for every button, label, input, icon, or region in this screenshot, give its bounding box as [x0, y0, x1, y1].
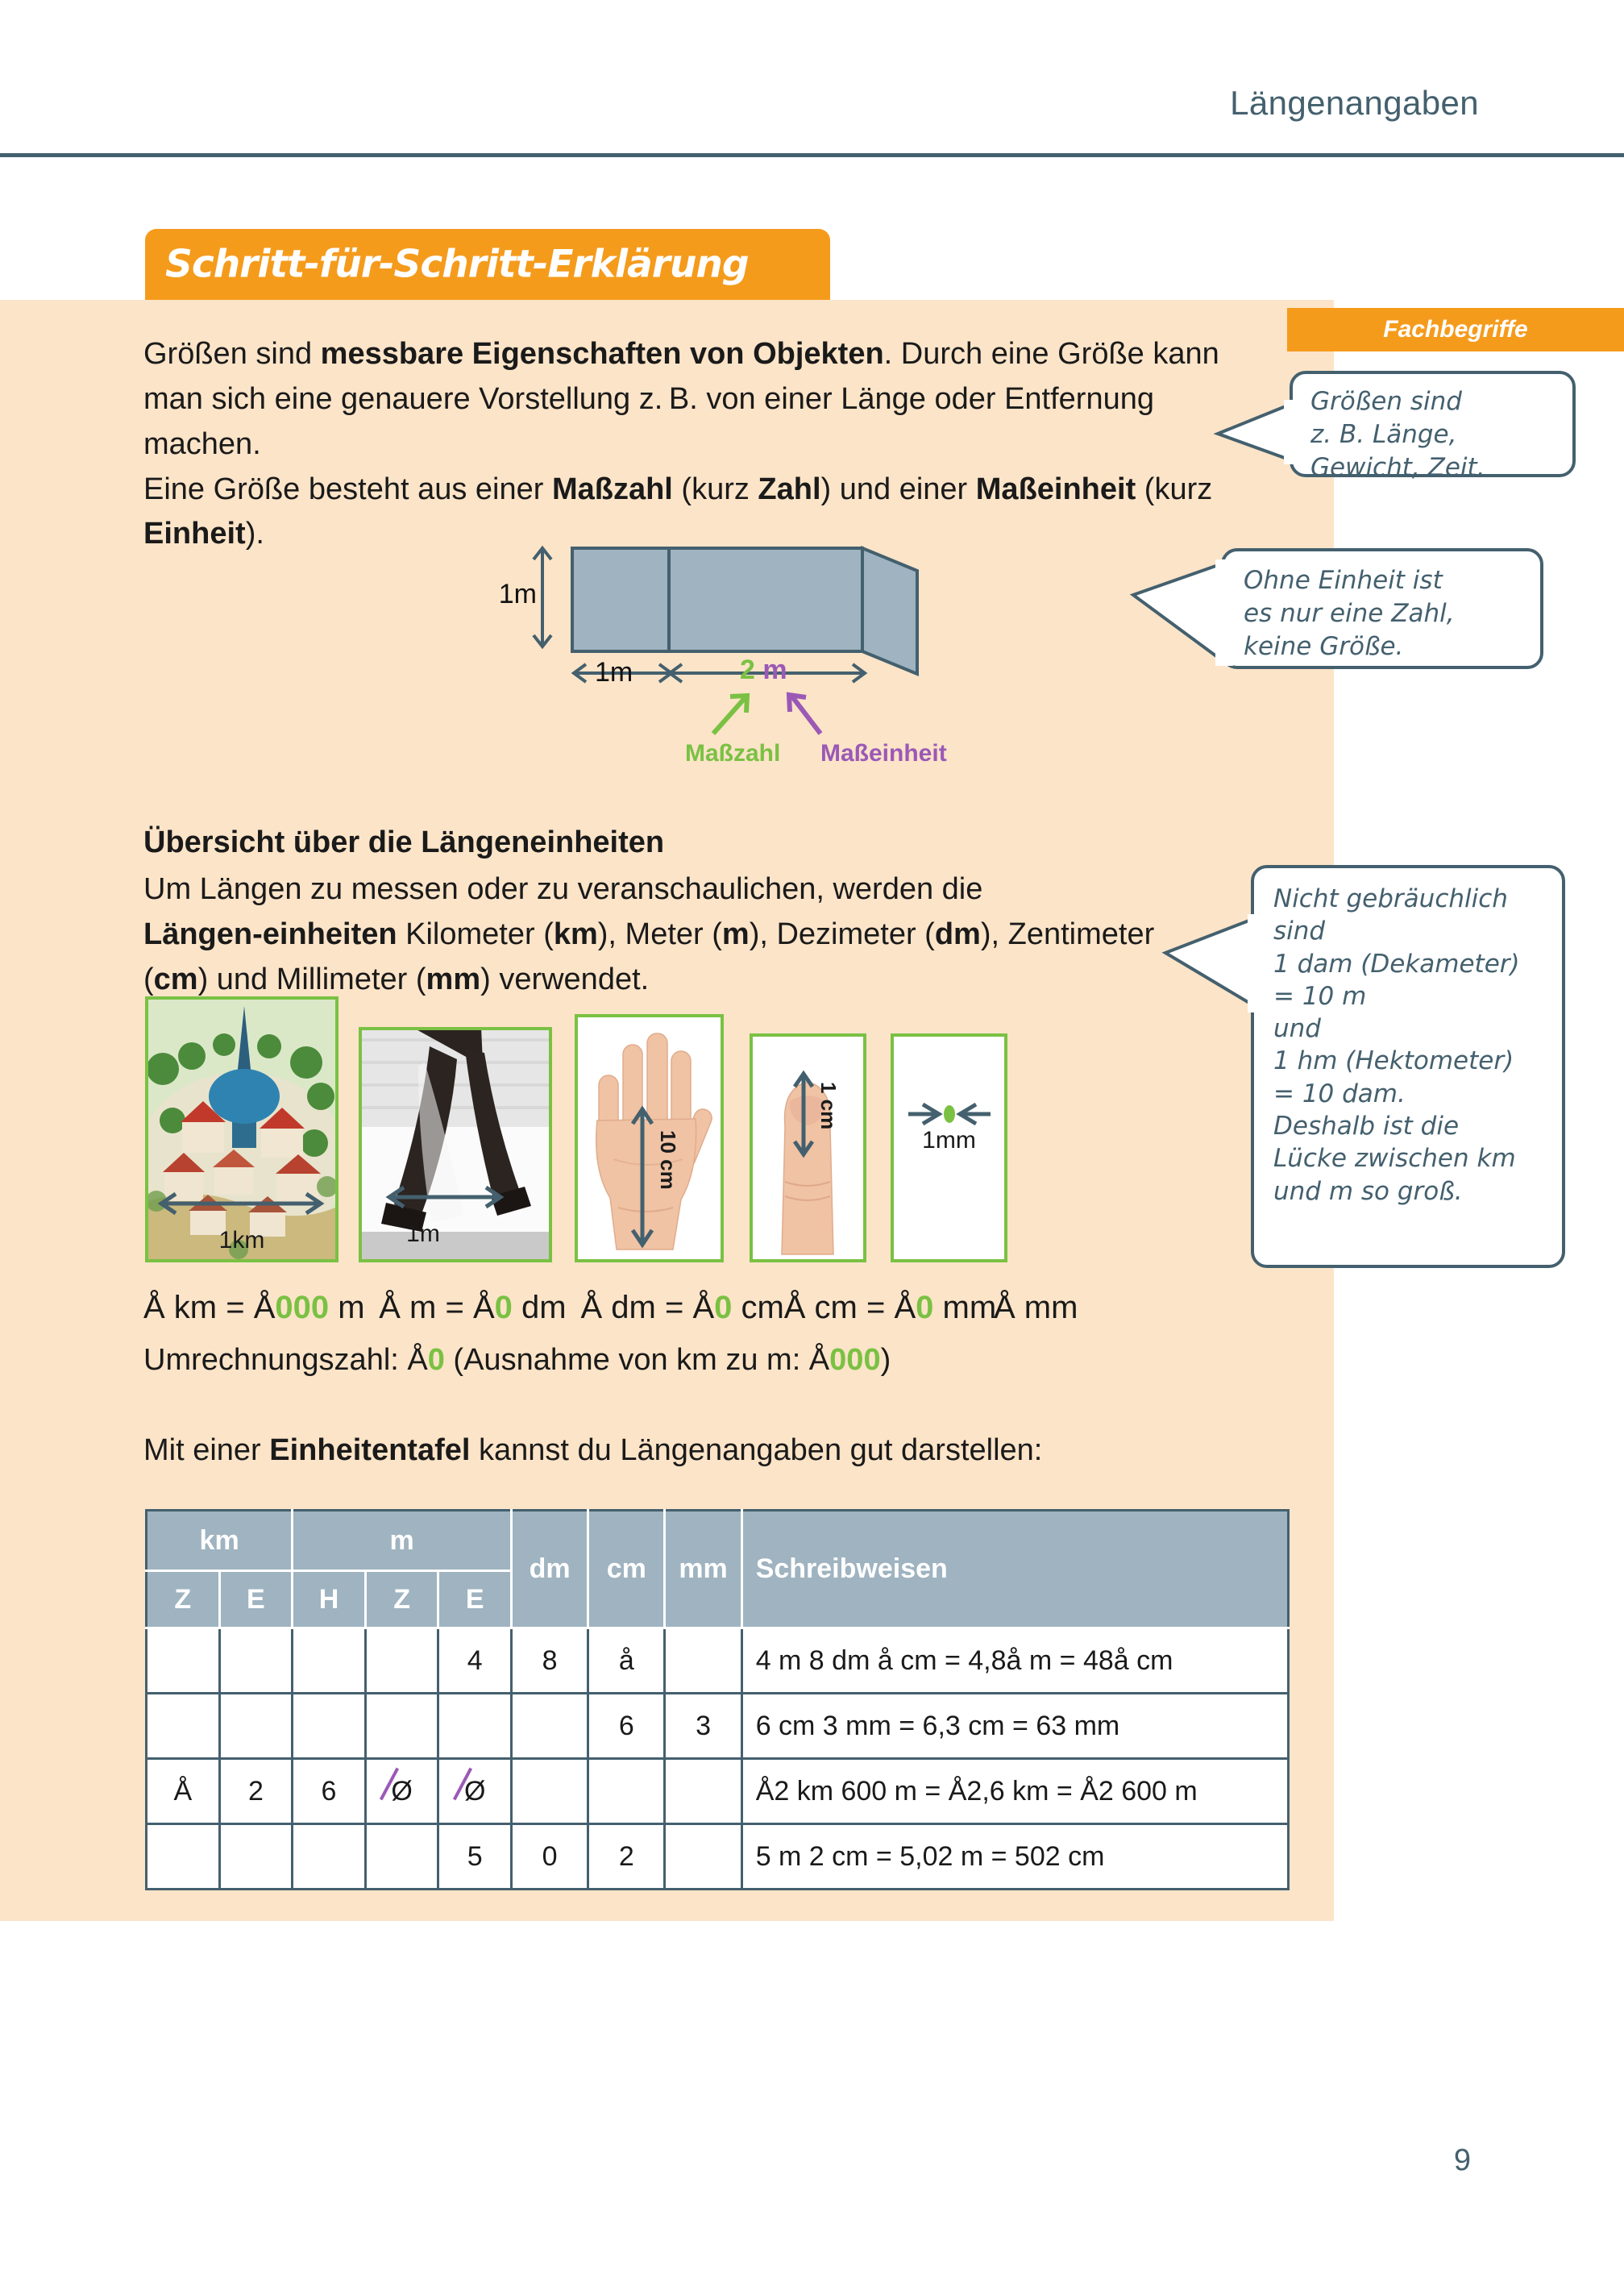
uebersicht-heading: Übersicht über die Längeneinheiten: [143, 825, 665, 859]
conversion-mm: Å mm: [994, 1290, 1078, 1325]
conv3-zeros: 0: [916, 1290, 934, 1325]
page-header: [0, 0, 1624, 158]
conversion-cm-mm: [783, 1290, 997, 1326]
unit-cm: cm: [153, 962, 198, 996]
r0-note: 4 m 8 dm å cm = 4,8å m = 48å cm: [741, 1628, 1288, 1694]
section-banner: [145, 229, 830, 300]
photo-open-hand: [575, 1014, 724, 1262]
conv1-unit: dm: [521, 1290, 567, 1325]
r2c2: 6: [293, 1759, 366, 1824]
r0c3: [365, 1628, 438, 1694]
conversion-km-m: [143, 1290, 365, 1326]
r0c0: [147, 1628, 220, 1694]
uebersicht-k: ) und Millimeter (: [197, 962, 426, 996]
umrechnungszahl-line: [143, 1343, 1111, 1378]
bubble-einheit-line-0: Ohne Einheit ist: [1244, 566, 1443, 595]
umrechnung-zero-1: 0: [427, 1343, 445, 1377]
table-intro-c: kannst du Längenangaben gut darstellen:: [470, 1433, 1043, 1467]
bubble-nicht-line-7: Deshalb ist die: [1273, 1112, 1460, 1141]
uebersicht-a: Um Längen zu messen oder zu veranschaulichen, werden die: [143, 871, 983, 906]
photo-caption-10cm: 10 cm: [656, 1130, 680, 1190]
bubble-groessen-line-2: Gewicht, Zeit.: [1310, 453, 1485, 483]
speech-bubble-groessen: [1290, 371, 1576, 483]
conv2-unit: cm: [741, 1290, 784, 1325]
conv0-zeros: 000: [275, 1290, 330, 1325]
r3c3: [365, 1824, 438, 1890]
uebersicht-e: ), Meter (: [597, 917, 722, 951]
header-dm: dm: [511, 1511, 588, 1628]
section-banner-label: Schritt-für-Schritt-Erklärung: [165, 242, 749, 287]
r3-note: 5 m 2 cm = 5,02 m = 502 cm: [741, 1824, 1288, 1890]
conv0-left: Å km: [143, 1290, 218, 1325]
masszahl-label: Maßzahl: [685, 740, 781, 767]
intro-p2-e: ) und einer: [820, 472, 976, 506]
header-cm: cm: [588, 1511, 665, 1628]
bubble-nicht-line-2: 1 dam (Dekameter): [1273, 949, 1520, 979]
photo-caption-1m: 1m: [406, 1220, 440, 1247]
table-row: [147, 1824, 1289, 1890]
bubble-nicht-line-4: und: [1273, 1014, 1321, 1044]
photo-caption-1cm: 1 cm: [816, 1082, 841, 1130]
masseinheit-label: Maßeinheit: [820, 740, 947, 767]
r3c5: 0: [511, 1824, 588, 1890]
fachbegriffe-tab-label: Fachbegriffe: [1383, 316, 1528, 343]
r2c4-struck-zero: Ø: [463, 1775, 486, 1807]
header-m: m: [293, 1511, 512, 1571]
r0c1: [219, 1628, 293, 1694]
r1c3: [365, 1694, 438, 1759]
einheitentafel-body: [147, 1628, 1289, 1890]
page-title: Längenangaben: [1230, 84, 1479, 122]
conv0-eq: =: [226, 1290, 245, 1325]
conv2-num: Å: [692, 1290, 715, 1325]
r2c5: [511, 1759, 588, 1824]
r2c0: Å: [147, 1759, 220, 1824]
table-row: [147, 1694, 1289, 1759]
bubble-groessen-line-0: Größen sind: [1310, 387, 1462, 416]
speech-bubble-einheit-tail: [1128, 556, 1233, 669]
bubble-nicht-line-8: Lücke zwischen km: [1273, 1144, 1516, 1174]
r0c4: 4: [438, 1628, 512, 1694]
conv3-num: Å: [894, 1290, 916, 1325]
r1-note: 6 cm 3 mm = 6,3 cm = 63 mm: [741, 1694, 1288, 1759]
bubble-nicht-line-0: Nicht gebräuchlich: [1273, 884, 1508, 913]
r0c5: 8: [511, 1628, 588, 1694]
box-value-number: 2: [740, 655, 755, 685]
intro-p2-a: Eine Größe besteht aus einer: [143, 472, 552, 506]
r2c7: [665, 1759, 741, 1824]
box-value-unit: m: [762, 655, 787, 685]
intro-p1-c: . Durch eine Größe kann man sich eine genauere Vorstellung z. B. von einer Länge oder Entfernung machen.: [143, 337, 1219, 461]
table-intro-bold: Einheitentafel: [269, 1433, 471, 1467]
r1c2: [293, 1694, 366, 1759]
bubble-nicht-line-6: = 10 dam.: [1273, 1079, 1406, 1108]
r1c6: 6: [588, 1694, 665, 1759]
photo-walking-legs: [359, 1027, 552, 1262]
r1c4: [438, 1694, 512, 1759]
box-width-label: 1m: [595, 657, 633, 688]
photo-fingertip: [750, 1033, 866, 1262]
box-side-flap: [862, 548, 917, 674]
intro-p2-masszahl: Maßzahl: [551, 472, 673, 506]
r2c3-struck-zero: Ø: [391, 1775, 413, 1807]
conv1-zeros: 0: [494, 1290, 513, 1325]
r0c2: [293, 1628, 366, 1694]
uebersicht-m: ) verwendet.: [480, 962, 650, 996]
page-number: 9: [1453, 2143, 1471, 2177]
bubble-einheit-line-2: keine Größe.: [1244, 632, 1404, 662]
unit-km: km: [553, 917, 598, 951]
speech-bubble-groessen-tail: [1213, 398, 1302, 471]
r1c5: [511, 1694, 588, 1759]
intro-text: [143, 332, 1233, 557]
village-illustration: [148, 1000, 335, 1259]
r2c1: 2: [219, 1759, 293, 1824]
bubble-einheit-line-1: es nur eine Zahl,: [1244, 599, 1455, 629]
r1c7: 3: [665, 1694, 741, 1759]
umrechnung-zero-2: 000: [829, 1343, 881, 1377]
uebersicht-c: Kilometer (: [397, 917, 554, 951]
r0c7: [665, 1628, 741, 1694]
unit-m: m: [721, 917, 750, 951]
conv1-num: Å: [472, 1290, 495, 1325]
header-place-z1: Z: [147, 1571, 220, 1628]
r3c4: 5: [438, 1824, 512, 1890]
conversion-dm-cm: [580, 1290, 784, 1326]
header-place-h: H: [293, 1571, 366, 1628]
photo-village-aerial: [145, 996, 339, 1262]
intro-p2-zahl: Zahl: [758, 472, 821, 506]
bubble-nicht-line-3: = 10 m: [1273, 981, 1367, 1011]
header-place-e1: E: [219, 1571, 293, 1628]
box-face-left: [572, 548, 669, 651]
conv1-eq: =: [445, 1290, 464, 1325]
speech-bubble-einheit: [1221, 548, 1543, 669]
masszahl-arrow: [713, 696, 747, 734]
bubble-nicht-line-5: 1 hm (Hektometer): [1273, 1046, 1514, 1076]
table-intro-a: Mit einer: [143, 1433, 270, 1467]
photo-caption-1km: 1km: [218, 1227, 265, 1254]
table-row: [147, 1628, 1289, 1694]
intro-p1-bold: messbare Eigenschaften von Objekten: [320, 337, 884, 371]
r2-note: Å2 km 600 m = Å2,6 km = Å2 600 m: [741, 1759, 1288, 1824]
intro-p2-c: (kurz: [672, 472, 758, 506]
umrechnung-c: ): [880, 1343, 891, 1377]
einheitentafel-intro: [143, 1433, 1111, 1468]
village-measure-arrow: [156, 1190, 326, 1217]
unit-mm: mm: [426, 962, 481, 996]
r3c2: [293, 1824, 366, 1890]
r3c0: [147, 1824, 220, 1890]
header-mm: mm: [665, 1511, 741, 1628]
fingertip-measure-arrow: [788, 1069, 819, 1159]
photo-caption-1mm: 1mm: [922, 1127, 976, 1154]
conv2-eq: =: [664, 1290, 684, 1325]
uebersicht-i: ), Zentimeter (: [143, 917, 1155, 996]
intro-p2-i: ).: [245, 517, 264, 551]
uebersicht-section: [143, 821, 1199, 1002]
r1c0: [147, 1694, 220, 1759]
photo-millimeter-dot: [891, 1033, 1007, 1262]
einheitentafel-head: [147, 1511, 1289, 1628]
bubble-groessen-line-1: z. B. Länge,: [1310, 420, 1457, 450]
header-schreibweisen: Schreibweisen: [741, 1511, 1288, 1628]
r0c6: å: [588, 1628, 665, 1694]
r3c7: [665, 1824, 741, 1890]
box-diagram-svg: [484, 532, 935, 774]
intro-p2-g: (kurz: [1136, 472, 1213, 506]
einheitentafel-group-header-row: [147, 1511, 1289, 1571]
conv3-eq: =: [866, 1290, 886, 1325]
header-km: km: [147, 1511, 293, 1571]
unit-dm: dm: [934, 917, 981, 951]
einheitentafel-table: [145, 1509, 1290, 1890]
r2c4: [438, 1759, 512, 1824]
umrechnung-a: Umrechnungszahl: Å: [143, 1343, 428, 1377]
conv3-left: Å cm: [783, 1290, 858, 1325]
conversion-m-dm: [379, 1290, 567, 1326]
fachbegriffe-tab: [1287, 308, 1624, 351]
conv2-left: Å dm: [580, 1290, 656, 1325]
conv3-unit: mm: [942, 1290, 997, 1325]
r3c1: [219, 1824, 293, 1890]
r2c3: [365, 1759, 438, 1824]
uebersicht-laengeneinheiten: Längen‑einheiten: [143, 917, 397, 951]
legs-measure-arrow: [384, 1183, 505, 1211]
header-divider: [0, 153, 1624, 157]
intro-p2-einheit: Einheit: [143, 517, 246, 551]
box-height-label: 1m: [498, 579, 537, 609]
box-face-right: [669, 548, 862, 651]
conv0-num: Å: [253, 1290, 276, 1325]
r1c1: [219, 1694, 293, 1759]
header-place-e2: E: [438, 1571, 512, 1628]
speech-bubble-nicht-gebraeuchlich: [1251, 865, 1565, 1268]
masseinheit-arrow: [789, 695, 820, 734]
table-row: [147, 1759, 1289, 1824]
header-place-z2: Z: [365, 1571, 438, 1628]
uebersicht-g: ), Dezimeter (: [749, 917, 935, 951]
hand-measure-arrow: [626, 1104, 658, 1249]
box-diagram: [484, 532, 947, 774]
r2c6: [588, 1759, 665, 1824]
conv0-unit: m: [338, 1290, 365, 1325]
bubble-nicht-line-9: und m so groß.: [1273, 1176, 1463, 1206]
conversion-formulas: [143, 1290, 1215, 1326]
bubble-nicht-line-1: sind: [1273, 917, 1326, 946]
umrechnung-b: (Ausnahme von km zu m: Å: [444, 1343, 830, 1377]
r3c6: 2: [588, 1824, 665, 1890]
conv1-left: Å m: [379, 1290, 437, 1325]
intro-p2-masseinheit: Maßeinheit: [975, 472, 1136, 506]
conv2-zeros: 0: [714, 1290, 733, 1325]
intro-p1-a: Größen sind: [143, 337, 321, 371]
